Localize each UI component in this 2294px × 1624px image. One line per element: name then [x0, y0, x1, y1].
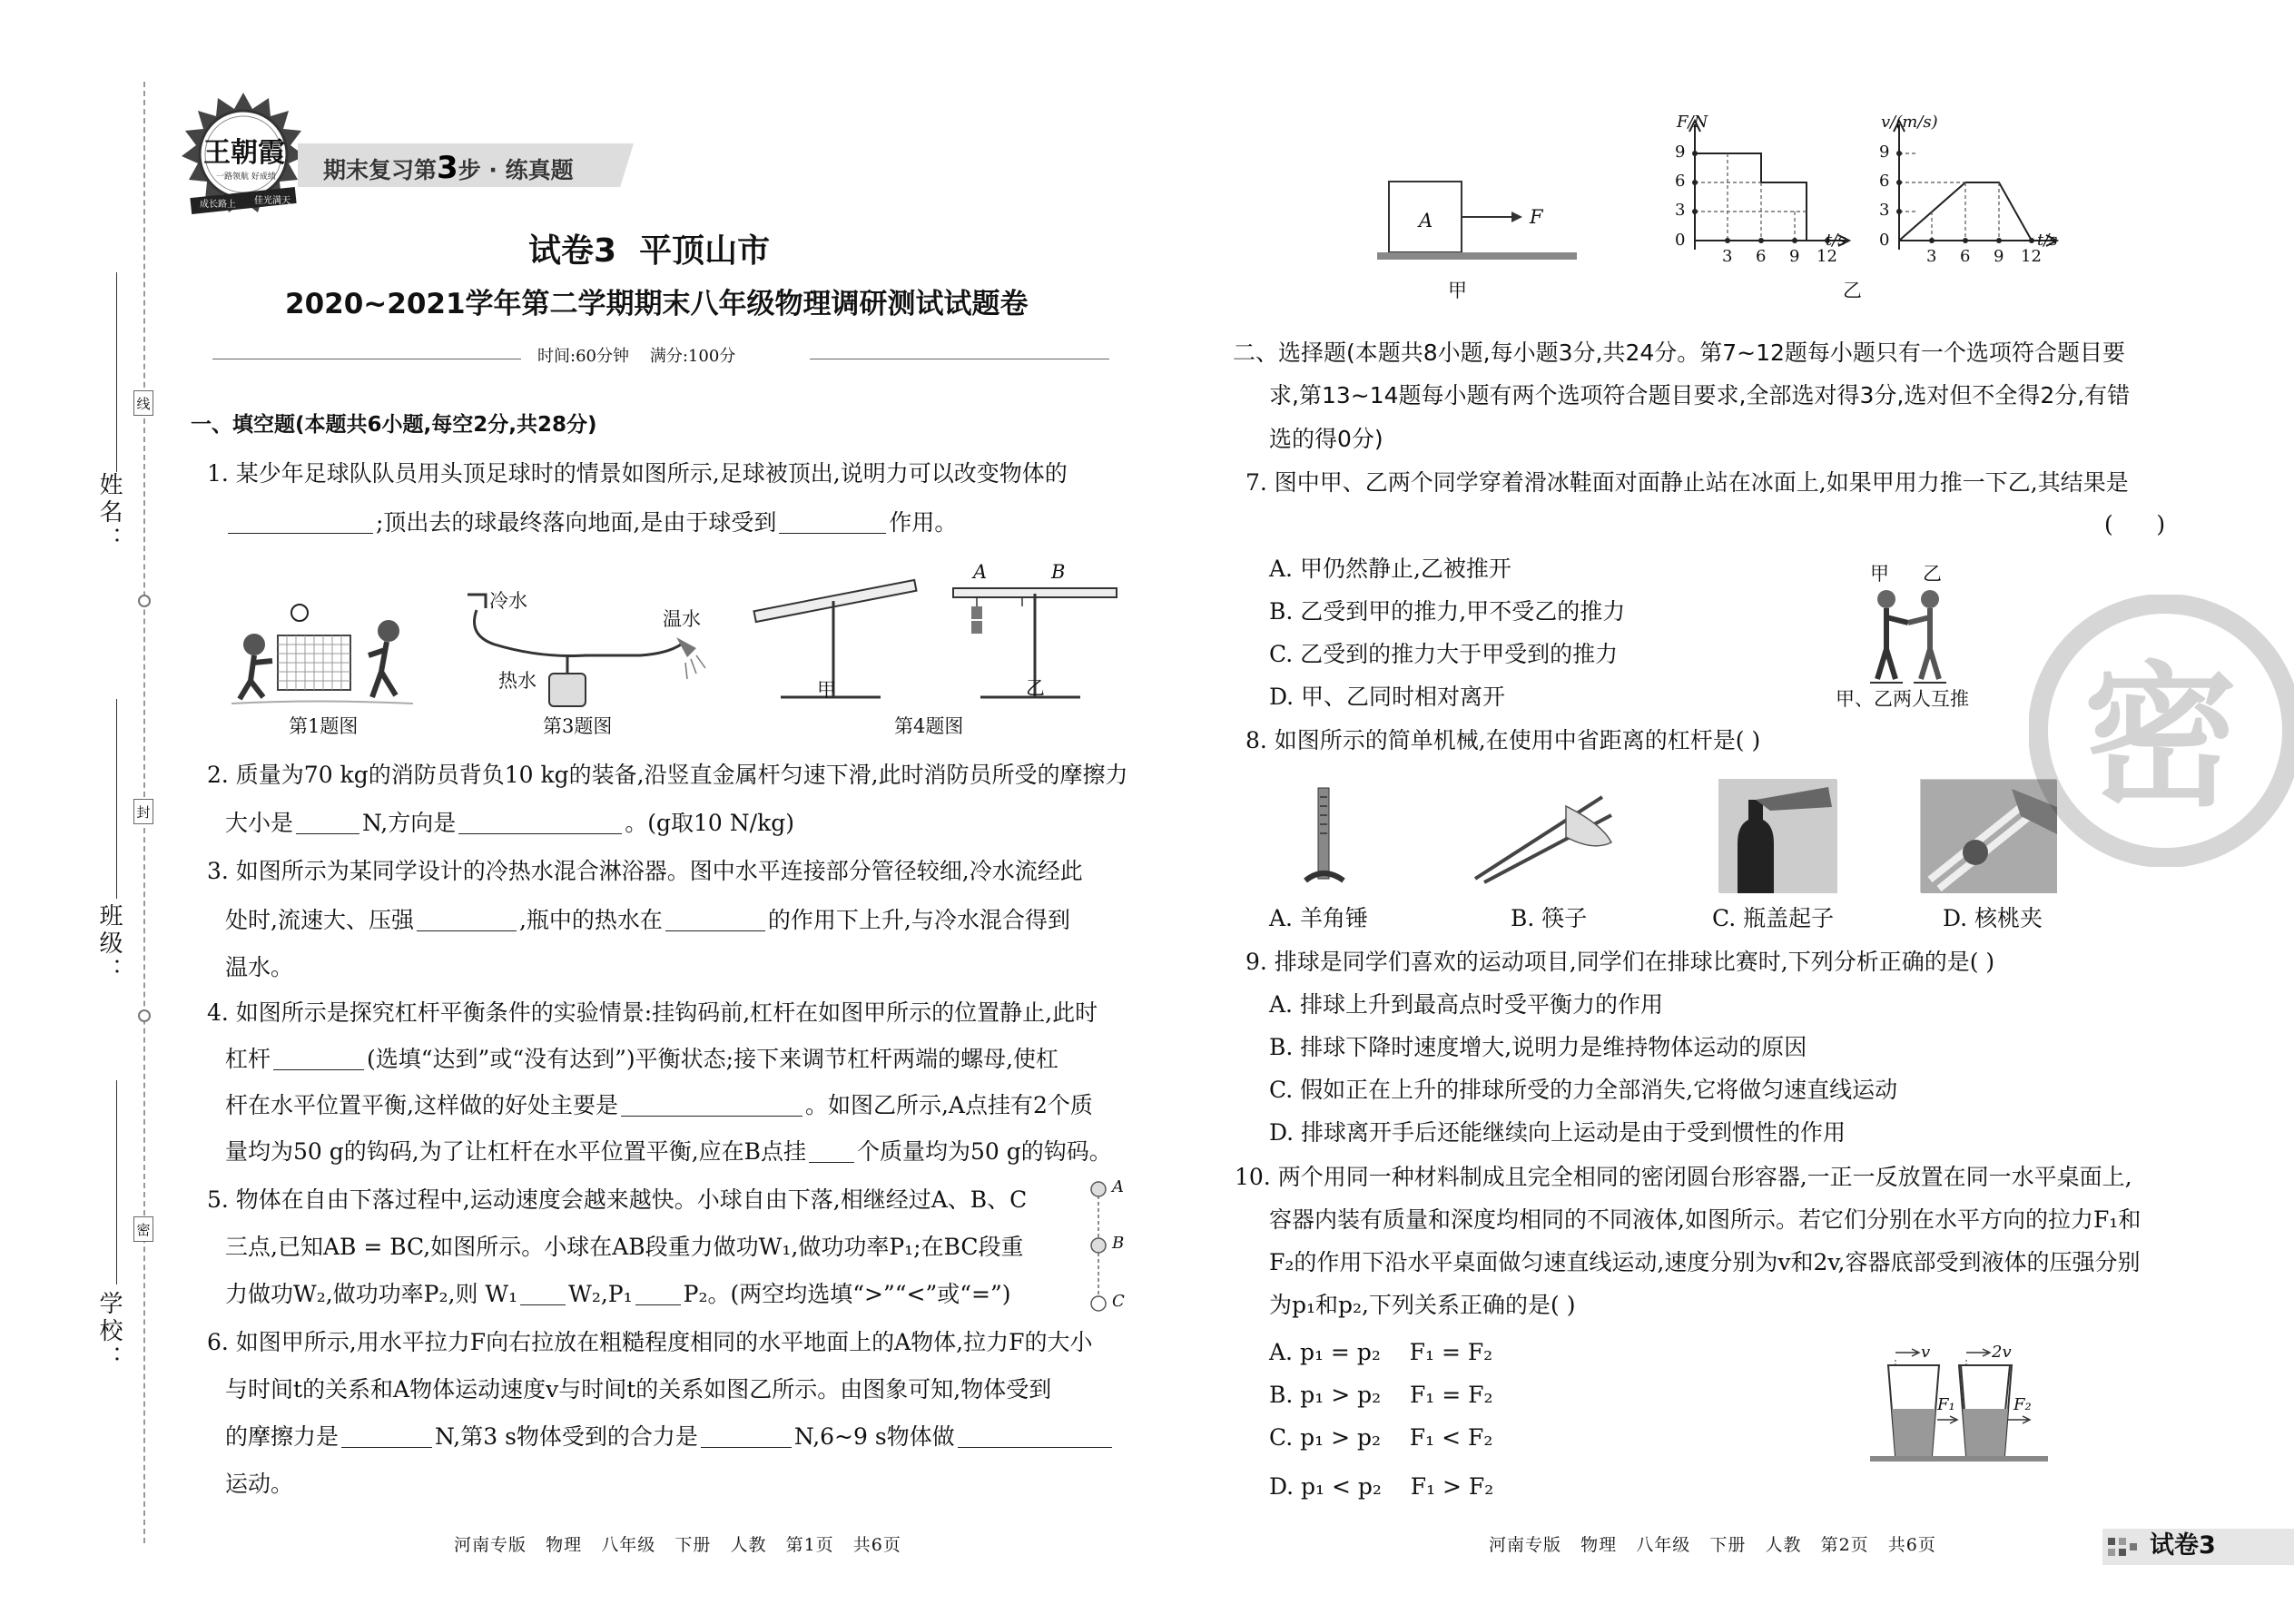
fig-q4-yi — [944, 561, 1126, 702]
q4-line3 — [225, 1093, 1093, 1119]
hot-water-label: 热水 — [498, 670, 537, 692]
q5-line2: 三点,已知AB = BC,如图所示。小球在AB段重力做功W₁,做功功率P₁;在BC段重 — [225, 1234, 1024, 1260]
warm-water-label: 温水 — [663, 608, 701, 630]
q7-answer-paren[interactable]: ( ) — [2104, 511, 2166, 537]
ft-y0: 0 — [1675, 231, 1686, 250]
v-axis-label: v/(m/s) — [1881, 113, 1938, 132]
q4-blank-1[interactable] — [273, 1048, 364, 1070]
brand-logo — [180, 91, 307, 218]
soccer-players-illustration-icon — [227, 590, 418, 717]
q10-line3: F₂的作用下沿水平桌面做匀速直线运动,速度分别为v和2v,容器底部受到液体的压强分别 — [1269, 1249, 2141, 1275]
q2-blank-2[interactable] — [458, 812, 622, 834]
q9-stem: 9. 排球是同学们喜欢的运动项目,同学们在排球比赛时,下列分析正确的是( ) — [1245, 949, 1995, 975]
q10-2v-label: 2v — [1992, 1343, 2012, 1362]
fig4-yi-label: 乙 — [1026, 677, 1045, 699]
ft-t-axis: t/s — [1826, 231, 1846, 250]
vt-x3: 3 — [1926, 247, 1937, 266]
q3-line1: 3. 如图所示为某同学设计的冷热水混合淋浴器。图中水平连接部分管径较细,冷水流经此 — [207, 858, 1083, 884]
cold-water-label: 冷水 — [489, 590, 527, 612]
q4-text-d: 杆在水平位置平衡,这样做的好处主要是 — [225, 1092, 618, 1118]
q7-stem: 7. 图中甲、乙两个同学穿着滑冰鞋面对面静止站在冰面上,如果甲用力推一下乙,其结果是 — [1245, 469, 2129, 496]
q10-v-label: v — [1921, 1343, 1931, 1362]
paper-subtitle: 2020~2021学年第二学期期末八年级物理调研测试试题卷 — [285, 288, 1029, 320]
fig1-caption: 第1题图 — [289, 715, 359, 737]
school-label: 学校： — [95, 1291, 123, 1373]
fig-q6-jia — [1375, 177, 1580, 268]
banner-post: 步 · 练真题 — [458, 157, 574, 183]
q3-line2 — [225, 908, 1070, 934]
cut-mark-1: 线 — [133, 390, 153, 416]
f-axis-label: F/N — [1677, 113, 1708, 132]
exam-info: 时间:60分钟 满分:100分 — [537, 347, 736, 366]
vt-y6: 6 — [1879, 172, 1890, 191]
q2-text-c: N,方向是 — [362, 810, 457, 836]
vt-y9: 9 — [1879, 143, 1890, 162]
q8-option-a[interactable]: A. 羊角锤 — [1269, 905, 1368, 931]
q6-line1: 6. 如图甲所示,用水平拉力F向右拉放在粗糙程度相同的水平地面上的A物体,拉力F的大小 — [207, 1329, 1093, 1355]
q10-option-c[interactable]: C. p₁ > p₂ F₁ < F₂ — [1269, 1424, 1493, 1451]
section-2-heading-3: 选的得0分) — [1269, 426, 1383, 452]
fig-q3 — [458, 590, 713, 708]
vt-x6: 6 — [1960, 247, 1971, 266]
skaters-pushing-illustration-icon — [1843, 563, 1970, 690]
q10-line2: 容器内装有质量和深度均相同的不同液体,如图所示。若它们分别在水平方向的拉力F₁和 — [1269, 1206, 2141, 1233]
q9-option-c[interactable]: C. 假如正在上升的排球所受的力全部消失,它将做匀速直线运动 — [1269, 1077, 1898, 1103]
ft-x12: 12 — [1816, 247, 1837, 266]
block-label: A — [1419, 210, 1433, 231]
confidential-stamp — [2029, 595, 2294, 867]
binding-dot-1 — [138, 595, 151, 607]
q4-text-c: (选填“达到”或“没有达到”)平衡状态;接下来调节杠杆两端的螺母,使杠 — [367, 1046, 1059, 1072]
q5-text-c: 力做功W₂,做功功率P₂,则 W₁ — [225, 1281, 518, 1307]
q6-line4: 运动。 — [225, 1471, 294, 1497]
q4-text-e: 。如图乙所示,A点挂有2个质 — [804, 1092, 1093, 1118]
q10-f2-label: F₂ — [2013, 1395, 2032, 1414]
vt-y3: 3 — [1879, 201, 1890, 220]
q8-option-c[interactable]: C. 瓶盖起子 — [1712, 905, 1835, 931]
point-b-label: B — [1051, 561, 1066, 583]
q3-blank-2[interactable] — [665, 910, 765, 931]
logo-slogan-left: 成长路上 — [200, 200, 236, 210]
fig-q1 — [227, 590, 418, 717]
force-label: F — [1530, 206, 1543, 228]
fig4-jia-label: 甲 — [817, 679, 836, 701]
q5-blank-1[interactable] — [520, 1284, 566, 1305]
q8-option-b[interactable]: B. 筷子 — [1511, 905, 1588, 931]
q4-line2 — [225, 1047, 1058, 1073]
ball-point-b: B — [1112, 1234, 1125, 1253]
ft-x9: 9 — [1789, 247, 1800, 266]
q3-text-b: 处时,流速大、压强 — [225, 907, 414, 933]
vt-x12: 12 — [2021, 247, 2042, 266]
fig3-caption: 第3题图 — [543, 715, 613, 737]
q6-line3 — [225, 1424, 1115, 1451]
vt-y0: 0 — [1879, 231, 1890, 250]
stamp-char: 密 — [2083, 646, 2239, 828]
q1-blank-2[interactable] — [779, 512, 886, 534]
graph-caption-jia: 甲 — [1448, 280, 1467, 301]
chopsticks-photo — [1466, 779, 1620, 888]
q7-option-c[interactable]: C. 乙受到的推力大于甲受到的推力 — [1269, 641, 1619, 667]
cut-mark-2: 封 — [133, 799, 153, 824]
footer-left: 河南专版 物理 八年级 下册 人教 第1页 共6页 — [454, 1535, 901, 1555]
class-field[interactable] — [116, 699, 117, 899]
name-field[interactable] — [116, 272, 117, 472]
logo-sub: 一路领航 好成绩 — [216, 172, 276, 182]
graph-caption-yi: 乙 — [1843, 280, 1862, 301]
q2-line2 — [225, 811, 794, 837]
q1-blank-1[interactable] — [228, 512, 373, 534]
q3-text-c: ,瓶中的热水在 — [518, 907, 663, 933]
q4-text-b: 杠杆 — [225, 1046, 271, 1072]
q5-line3 — [225, 1282, 1011, 1308]
q10-option-d[interactable]: D. p₁ < p₂ F₁ > F₂ — [1269, 1473, 1494, 1500]
q10-option-b[interactable]: B. p₁ > p₂ F₁ = F₂ — [1269, 1382, 1493, 1408]
ft-y3: 3 — [1675, 201, 1686, 220]
q9-option-b[interactable]: B. 排球下降时速度增大,说明力是维持物体运动的原因 — [1269, 1034, 1807, 1060]
banner-pre: 期末复习第 — [323, 157, 438, 183]
q4-text-f: 量均为50 g的钩码,为了让杠杆在水平位置平衡,应在B点挂 — [225, 1138, 807, 1165]
point-a-label: A — [973, 561, 988, 583]
q2-text-d: 。(g取10 N/kg) — [625, 810, 794, 836]
q7-fig-caption: 甲、乙两人互推 — [1836, 688, 1969, 710]
claw-hammer-photo — [1287, 779, 1360, 888]
q6-line2: 与时间t的关系和A物体运动速度v与时间t的关系如图乙所示。由图象可知,物体受到 — [225, 1376, 1052, 1403]
q4-line1: 4. 如图所示是探究杠杆平衡条件的实验情景:挂钩码前,杠杆在如图甲所示的位置静止,此时 — [207, 999, 1098, 1026]
q9-option-d[interactable]: D. 排球离开手后还能继续向上运动是由于受到惯性的作用 — [1269, 1119, 1846, 1146]
q2-blank-1[interactable] — [296, 812, 359, 834]
claw-hammer-icon — [1287, 779, 1360, 888]
q10-line4: 为p₁和p₂,下列关系正确的是( ) — [1269, 1292, 1576, 1318]
footer-right: 河南专版 物理 八年级 下册 人教 第2页 共6页 — [1489, 1535, 1936, 1555]
q3-text-d: 的作用下上升,与冷水混合得到 — [767, 907, 1070, 933]
q6-blank-2[interactable] — [701, 1426, 792, 1448]
class-label: 班级： — [95, 903, 123, 985]
q2-text-b: 大小是 — [225, 810, 294, 836]
section-1-heading: 一、填空题(本题共6小题,每空2分,共28分) — [191, 413, 597, 437]
bottle-opener-icon — [1719, 780, 1837, 893]
q4-text-g: 个质量均为50 g的钩码。 — [857, 1138, 1112, 1165]
q9-option-a[interactable]: A. 排球上升到最高点时受平衡力的作用 — [1269, 991, 1663, 1018]
binding-dot-2 — [138, 1009, 151, 1022]
q10-option-a[interactable]: A. p₁ = p₂ F₁ = F₂ — [1269, 1339, 1493, 1365]
q10-f1-label: F₁ — [1937, 1395, 1955, 1414]
logo-slogan-right: 佳光满天 — [254, 196, 290, 206]
paper-title: 试卷3 平顶山市 — [528, 232, 771, 270]
footer-tag: 试卷3 — [2150, 1531, 2216, 1560]
ft-y6: 6 — [1675, 172, 1686, 191]
ft-x3: 3 — [1722, 247, 1733, 266]
q8-stem: 8. 如图所示的简单机械,在使用中省距离的杠杆是( ) — [1245, 727, 1761, 753]
fig-q5 — [1085, 1178, 1139, 1314]
q7-fig-yi: 乙 — [1923, 563, 1942, 585]
fig-q7 — [1836, 563, 1970, 717]
ball-point-a: A — [1112, 1177, 1124, 1196]
footer-tag-squares — [2108, 1537, 2139, 1557]
q1-line2 — [225, 510, 957, 536]
cut-mark-3: 密 — [133, 1216, 153, 1242]
decor-squares-icon — [2108, 1538, 2139, 1558]
q1-text-b: ;顶出去的球最终落向地面,是由于球受到 — [376, 509, 777, 536]
section-2-heading-1: 二、选择题(本题共8小题,每小题3分,共24分。第7~12题每小题只有一个选项符合题目要 — [1233, 340, 2125, 366]
q10-line1: 10. 两个用同一种材料制成且完全相同的密闭圆台形容器,一正一反放置在同一水平桌面上, — [1235, 1164, 2132, 1190]
q4-line4 — [225, 1139, 1112, 1166]
q3-blank-1[interactable] — [417, 910, 517, 931]
q6-blank-1[interactable] — [341, 1426, 432, 1448]
name-label: 姓名： — [95, 472, 123, 554]
force-time-graph — [1657, 113, 1856, 266]
q7-fig-jia: 甲 — [1870, 563, 1889, 585]
vt-x9: 9 — [1994, 247, 2004, 266]
fig-q4-jia — [744, 570, 926, 702]
q5-text-e: P₂。(两空均选填“>”“<”或“=”) — [683, 1281, 1011, 1307]
q6-text-d: N,第3 s物体受到的合力是 — [435, 1423, 698, 1450]
q4-blank-3[interactable] — [809, 1141, 854, 1163]
q7-option-d[interactable]: D. 甲、乙同时相对离开 — [1269, 684, 1506, 710]
q7-option-a[interactable]: A. 甲仍然静止,乙被推开 — [1269, 556, 1511, 582]
q6-text-c: 的摩擦力是 — [225, 1423, 340, 1450]
q1-line1: 1. 某少年足球队队员用头顶足球时的情景如图所示,足球被顶出,说明力可以改变物体的 — [207, 460, 1068, 487]
q5-line1: 5. 物体在自由下落过程中,运动速度会越来越快。小球自由下落,相继经过A、B、C — [207, 1186, 1028, 1213]
q7-option-b[interactable]: B. 乙受到甲的推力,甲不受乙的推力 — [1269, 598, 1626, 625]
logo-text: 王朝霞 — [203, 137, 285, 169]
banner-text — [323, 151, 574, 186]
block-pulled-diagram-icon — [1375, 177, 1580, 268]
vt-t-axis: t/s — [2037, 231, 2058, 250]
q8-option-d[interactable]: D. 核桃夹 — [1943, 905, 2043, 931]
school-field[interactable] — [116, 1080, 117, 1284]
q6-blank-3[interactable] — [958, 1426, 1112, 1448]
banner-num: 3 — [437, 150, 458, 186]
velocity-time-graph — [1861, 113, 2070, 266]
ft-x6: 6 — [1756, 247, 1767, 266]
q5-blank-2[interactable] — [635, 1284, 681, 1305]
q4-blank-2[interactable] — [621, 1095, 802, 1117]
ft-y9: 9 — [1675, 143, 1686, 162]
q1-text-c: 作用。 — [889, 509, 958, 536]
fig4-caption: 第4题图 — [894, 715, 964, 737]
section-2-heading-2: 求,第13~14题每小题有两个选项符合题目要求,全部选对得3分,选对但不全得2分,有错 — [1269, 382, 2131, 408]
q3-line3: 温水。 — [225, 954, 294, 980]
fig-q10 — [1868, 1343, 2050, 1466]
chopsticks-icon — [1466, 779, 1620, 888]
ball-point-c: C — [1112, 1292, 1125, 1311]
q5-text-d: W₂,P₁ — [568, 1281, 633, 1307]
binding-margin — [0, 0, 154, 1624]
q6-text-e: N,6~9 s物体做 — [793, 1423, 955, 1450]
q2-line1: 2. 质量为70 kg的消防员背负10 kg的装备,沿竖直金属杆匀速下滑,此时消防员所受的摩擦力 — [207, 762, 1128, 788]
bottle-opener-photo — [1718, 779, 1836, 892]
